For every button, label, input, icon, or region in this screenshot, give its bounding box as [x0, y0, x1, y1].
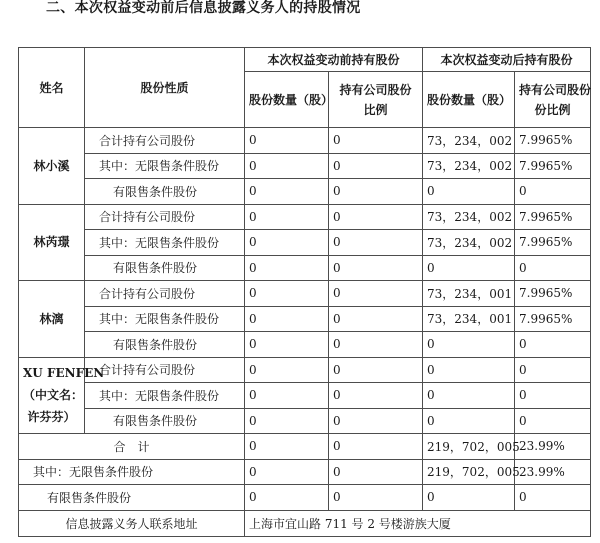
before-quantity: 0: [245, 153, 329, 179]
person-name-line: 林小溪: [33, 158, 70, 173]
before-quantity: 0: [245, 459, 329, 485]
table-row: [19, 230, 591, 256]
person-name-line: 林芮璟: [33, 235, 70, 250]
after-quantity: 73，234，002: [423, 204, 515, 230]
header-before-ratio-line1: 持有公司股份: [339, 82, 412, 97]
total-label: 其中：无限售条件股份: [19, 459, 245, 485]
share-type: 合计持有公司股份: [85, 204, 245, 230]
before-ratio: 0: [329, 179, 423, 205]
share-type: 有限售条件股份: [85, 332, 245, 358]
person-name: [19, 357, 105, 434]
person-name: [19, 204, 85, 281]
header-after-qty: 股份数量（股）: [423, 72, 515, 128]
contact-row: [19, 510, 591, 536]
section-heading: 二、本次权益变动前后信息披露义务人的持股情况: [46, 0, 361, 16]
header-share-type: 股份性质: [85, 48, 245, 128]
after-quantity: 0: [423, 332, 515, 358]
share-type: 有限售条件股份: [85, 408, 245, 434]
share-type: 合计持有公司股份: [85, 281, 245, 307]
before-ratio: 0: [329, 434, 423, 460]
table-row: [19, 179, 591, 205]
before-ratio: 0: [329, 485, 423, 511]
header-before-group: 本次权益变动前持有股份: [245, 48, 423, 72]
shareholding-table: [18, 47, 591, 537]
person-name: [19, 128, 85, 205]
person-name: [19, 281, 85, 358]
header-after-ratio-line1: 持有公司股份: [519, 82, 592, 97]
table-row: [19, 383, 591, 409]
share-type: 其中：无限售条件股份: [85, 153, 245, 179]
after-quantity: 0: [423, 408, 515, 434]
contact-address: 上海市宜山路 711 号 2 号楼游族大厦: [245, 510, 591, 536]
table-row: [19, 153, 591, 179]
before-ratio: 0: [329, 383, 423, 409]
after-quantity: 0: [423, 357, 515, 383]
before-quantity: 0: [245, 230, 329, 256]
before-quantity: 0: [245, 357, 329, 383]
before-ratio: 0: [329, 332, 423, 358]
header-before-ratio: [329, 72, 423, 128]
contact-label: 信息披露义务人联系地址: [19, 510, 245, 536]
total-label: 有限售条件股份: [19, 485, 245, 511]
table-row: [19, 357, 591, 383]
after-ratio: 7.9965%: [515, 230, 591, 256]
header-row-1: [19, 48, 591, 72]
total-row: [19, 459, 591, 485]
header-before-qty: 股份数量（股）: [245, 72, 329, 128]
before-quantity: 0: [245, 332, 329, 358]
before-ratio: 0: [329, 255, 423, 281]
header-after-ratio-line2: 份比例: [534, 102, 571, 117]
after-quantity: 0: [423, 255, 515, 281]
share-type: 有限售条件股份: [85, 255, 245, 281]
total-row: [19, 434, 591, 460]
share-type: 合计持有公司股份: [85, 357, 245, 383]
person-name-line: 林漓: [39, 311, 64, 326]
after-ratio: 7.9965%: [515, 204, 591, 230]
after-quantity: 73，234，001: [423, 281, 515, 307]
after-ratio: 0: [515, 332, 591, 358]
table-row: [19, 255, 591, 281]
before-ratio: 0: [329, 230, 423, 256]
after-quantity: 73，234，002: [423, 128, 515, 154]
after-ratio: 0: [515, 485, 591, 511]
before-ratio: 0: [329, 306, 423, 332]
after-quantity: 219，702，005: [423, 459, 515, 485]
after-ratio: 7.9965%: [515, 153, 591, 179]
after-ratio: 7.9965%: [515, 281, 591, 307]
before-quantity: 0: [245, 179, 329, 205]
after-ratio: 23.99%: [515, 434, 591, 460]
share-type: 其中：无限售条件股份: [85, 306, 245, 332]
table-row: [19, 281, 591, 307]
total-row: [19, 485, 591, 511]
before-quantity: 0: [245, 204, 329, 230]
header-after-group: 本次权益变动后持有股份: [423, 48, 591, 72]
share-type: 合计持有公司股份: [85, 128, 245, 154]
after-ratio: 0: [515, 408, 591, 434]
after-ratio: 7.9965%: [515, 306, 591, 332]
table-row: [19, 128, 591, 154]
after-ratio: 23.99%: [515, 459, 591, 485]
after-ratio: 7.9965%: [515, 128, 591, 154]
before-quantity: 0: [245, 434, 329, 460]
table-row: [19, 204, 591, 230]
before-ratio: 0: [329, 357, 423, 383]
before-ratio: 0: [329, 153, 423, 179]
share-type: 有限售条件股份: [85, 179, 245, 205]
before-ratio: 0: [329, 128, 423, 154]
after-ratio: 0: [515, 383, 591, 409]
before-ratio: 0: [329, 281, 423, 307]
after-quantity: 0: [423, 383, 515, 409]
after-ratio: 0: [515, 255, 591, 281]
after-ratio: 0: [515, 357, 591, 383]
header-name: 姓名: [19, 48, 85, 128]
after-quantity: 73，234，001: [423, 306, 515, 332]
after-quantity: 219，702，005: [423, 434, 515, 460]
after-ratio: 0: [515, 179, 591, 205]
person-name-line: （中文名：: [23, 388, 84, 403]
after-quantity: 73，234，002: [423, 153, 515, 179]
before-ratio: 0: [329, 204, 423, 230]
person-name-line: XU FENFEN: [23, 366, 105, 381]
before-ratio: 0: [329, 408, 423, 434]
table-row: [19, 306, 591, 332]
total-label: 合 计: [19, 434, 245, 460]
before-quantity: 0: [245, 306, 329, 332]
after-quantity: 0: [423, 485, 515, 511]
before-quantity: 0: [245, 408, 329, 434]
after-quantity: 0: [423, 179, 515, 205]
header-before-ratio-line2: 比例: [363, 102, 388, 117]
table-row: [19, 408, 591, 434]
table-row: [19, 332, 591, 358]
before-quantity: 0: [245, 383, 329, 409]
before-quantity: 0: [245, 485, 329, 511]
after-quantity: 73，234，002: [423, 230, 515, 256]
share-type: 其中：无限售条件股份: [85, 383, 245, 409]
person-name-line: 许芬芬）: [27, 410, 76, 425]
header-after-ratio: [515, 72, 591, 128]
share-type: 其中：无限售条件股份: [85, 230, 245, 256]
before-quantity: 0: [245, 281, 329, 307]
before-ratio: 0: [329, 459, 423, 485]
before-quantity: 0: [245, 128, 329, 154]
before-quantity: 0: [245, 255, 329, 281]
shareholding-table-body: [19, 48, 591, 537]
